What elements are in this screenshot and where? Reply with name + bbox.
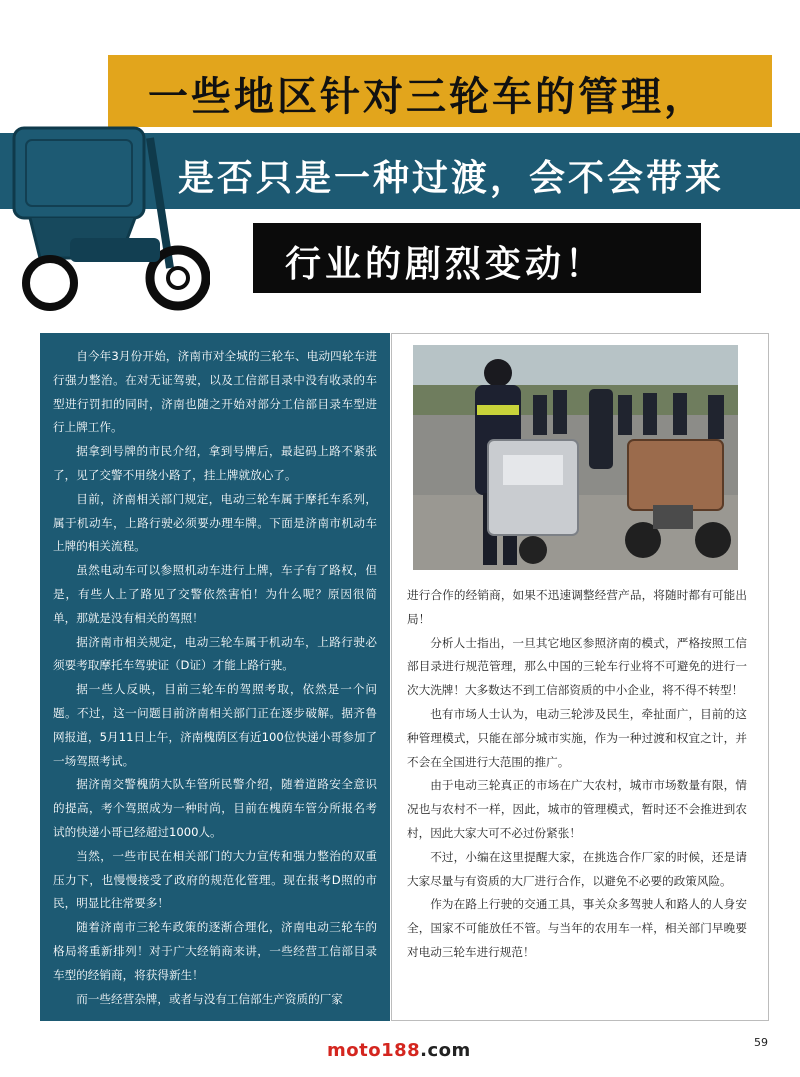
page-number: 59	[754, 1036, 768, 1049]
paragraph: 随着济南市三轮车政策的逐渐合理化，济南电动三轮车的格局将重新排列！对于广大经销商来讲，一些经营工信部目录车型的经销商，将获得新生！	[53, 920, 377, 982]
paragraph: 而一些经营杂牌，或者与没有工信部生产资质的厂家	[76, 991, 343, 1006]
watermark-domain: moto188	[327, 1040, 421, 1061]
headline-line-2: 是否只是一种过渡，会不会带来	[178, 158, 725, 199]
paragraph: 由于电动三轮真正的市场在广大农村，城市市场数量有限，情况也与农村不一样，因此，城市的管理模式，暂时还不会推进到农村，因此大家大可不必过份紧张！	[407, 778, 747, 840]
paragraph: 目前，济南相关部门规定，电动三轮车属于摩托车系列，属于机动车，上路行驶必须要办理车牌。下面是济南市机动车上牌的相关流程。	[53, 491, 377, 554]
paragraph: 作为在路上行驶的交通工具，事关众多驾驶人和路人的人身安全，国家不可能放任不管。与当年的农用车一样，相关部门早晚要对电动三轮车进行规范！	[407, 897, 747, 959]
police-inspection-photo	[413, 345, 738, 570]
site-watermark	[327, 1040, 471, 1061]
paragraph: 虽然电动车可以参照机动车进行上牌，车子有了路权，但是，有些人上了路见了交警依然害怕！为什么呢？原因很简单，那就是没有相关的驾照！	[53, 563, 377, 625]
paragraph: 据济南交警槐荫大队车管所民警介绍，随着道路安全意识的提高，考个驾照成为一种时尚，目前在槐荫车管分所报名考试的快递小哥已经超过1000人。	[53, 777, 377, 839]
tricycle-illustration	[0, 118, 210, 318]
paragraph: 分析人士指出，一旦其它地区参照济南的模式，严格按照工信部目录进行规范管理，那么中国的三轮车行业将不可避免的进行一次大洗牌！大多数达不到工信部资质的中小企业，将不得不转型！	[407, 635, 747, 698]
paragraph: 据济南市相关规定，电动三轮车属于机动车，上路行驶必须要考取摩托车驾驶证（D证）才能上路行驶。	[53, 634, 377, 673]
paragraph: 自今年3月份开始，济南市对全城的三轮车、电动四轮车进行强力整治。在对无证驾驶，以及工信部目录中没有收录的车型进行罚扣的同时，济南也随之开始对部分工信部目录车型进行上牌工作。	[53, 349, 377, 435]
paragraph: 也有市场人士认为，电动三轮涉及民生，牵扯面广，目前的这种管理模式，只能在部分城市实施，作为一种过渡和权宜之计，并不会在全国进行大范围的推广。	[407, 706, 747, 769]
paragraph: 不过，小编在这里提醒大家，在挑选合作厂家的时候，还是请大家尽量与有资质的大厂进行合作，以避免不必要的政策风险。	[407, 849, 747, 888]
paragraph: 当然，一些市民在相关部门的大力宣传和强力整治的双重压力下，也慢慢接受了政府的规范化管理。现在报考D照的市民，明显比往常要多！	[53, 848, 377, 911]
paragraph: 据一些人反映，目前三轮车的驾照考取，依然是一个问题。不过，这一问题目前济南相关部门正在逐步破解。据齐鲁网报道，5月11日上午，济南槐荫区有近100位快递小哥参加了一场驾照考试。	[53, 682, 377, 768]
paragraph: 进行合作的经销商，如果不迅速调整经营产品，将随时都有可能出局！	[407, 588, 747, 626]
paragraph: 据拿到号牌的市民介绍，拿到号牌后，最起码上路不紧张了，见了交警不用绕小路了，挂上牌就放心了。	[53, 444, 377, 482]
right-text-column	[407, 584, 747, 965]
headline-line-1: 一些地区针对三轮车的管理，	[148, 74, 707, 120]
left-text-column	[40, 333, 390, 1021]
headline-line-3: 行业的剧烈变动！	[285, 244, 606, 285]
watermark-tld: .com	[420, 1040, 471, 1061]
